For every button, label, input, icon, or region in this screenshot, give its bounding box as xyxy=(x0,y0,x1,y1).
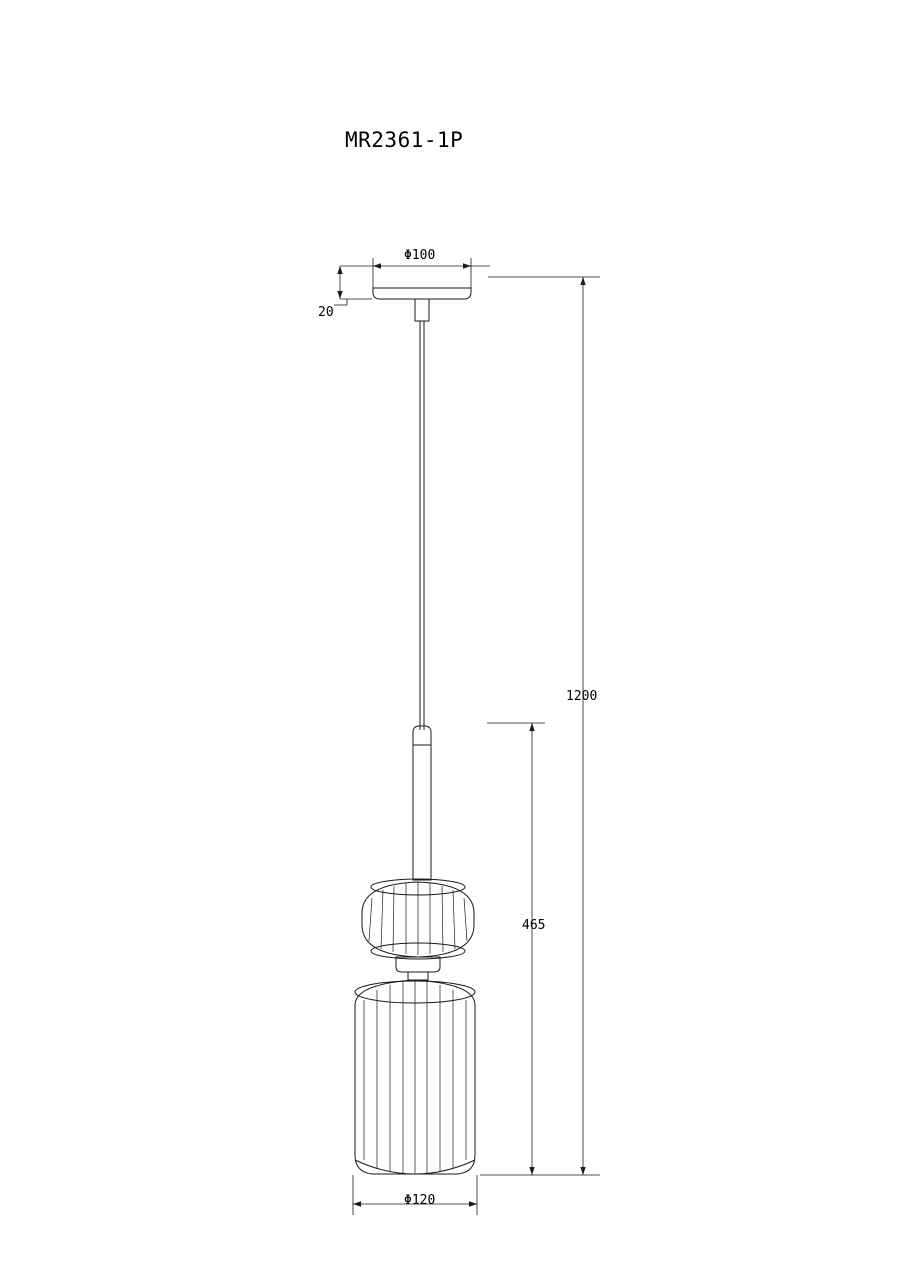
arrow-shade-top xyxy=(529,723,534,731)
connector-neck xyxy=(408,972,428,980)
arrow-bottom-right xyxy=(469,1201,477,1206)
arrow-shade-bottom xyxy=(529,1167,534,1175)
dimension-label-top-diameter: Φ100 xyxy=(404,248,436,263)
arrow-total-bottom xyxy=(580,1167,585,1175)
arrow-canopy-top xyxy=(337,266,342,274)
dimension-label-shade-height: 465 xyxy=(522,918,546,933)
canopy-stem xyxy=(415,299,429,321)
arrow-top-left xyxy=(373,263,381,268)
lamp-geometry-group xyxy=(355,288,475,1174)
dimension-label-bottom-diameter: Φ120 xyxy=(404,1193,436,1208)
socket-tube xyxy=(413,726,431,880)
dimension-lines-group xyxy=(334,258,600,1215)
arrow-canopy-bottom xyxy=(337,291,342,299)
lower-shade-ribs xyxy=(364,980,466,1174)
arrow-total-top xyxy=(580,277,585,285)
ceiling-canopy xyxy=(373,288,471,299)
arrow-top-right xyxy=(463,263,471,268)
arrow-bottom-left xyxy=(353,1201,361,1206)
page-title: MR2361-1P xyxy=(345,128,464,152)
dimension-label-canopy-height: 20 xyxy=(318,305,334,320)
dimension-label-total-height: 1200 xyxy=(566,689,598,704)
